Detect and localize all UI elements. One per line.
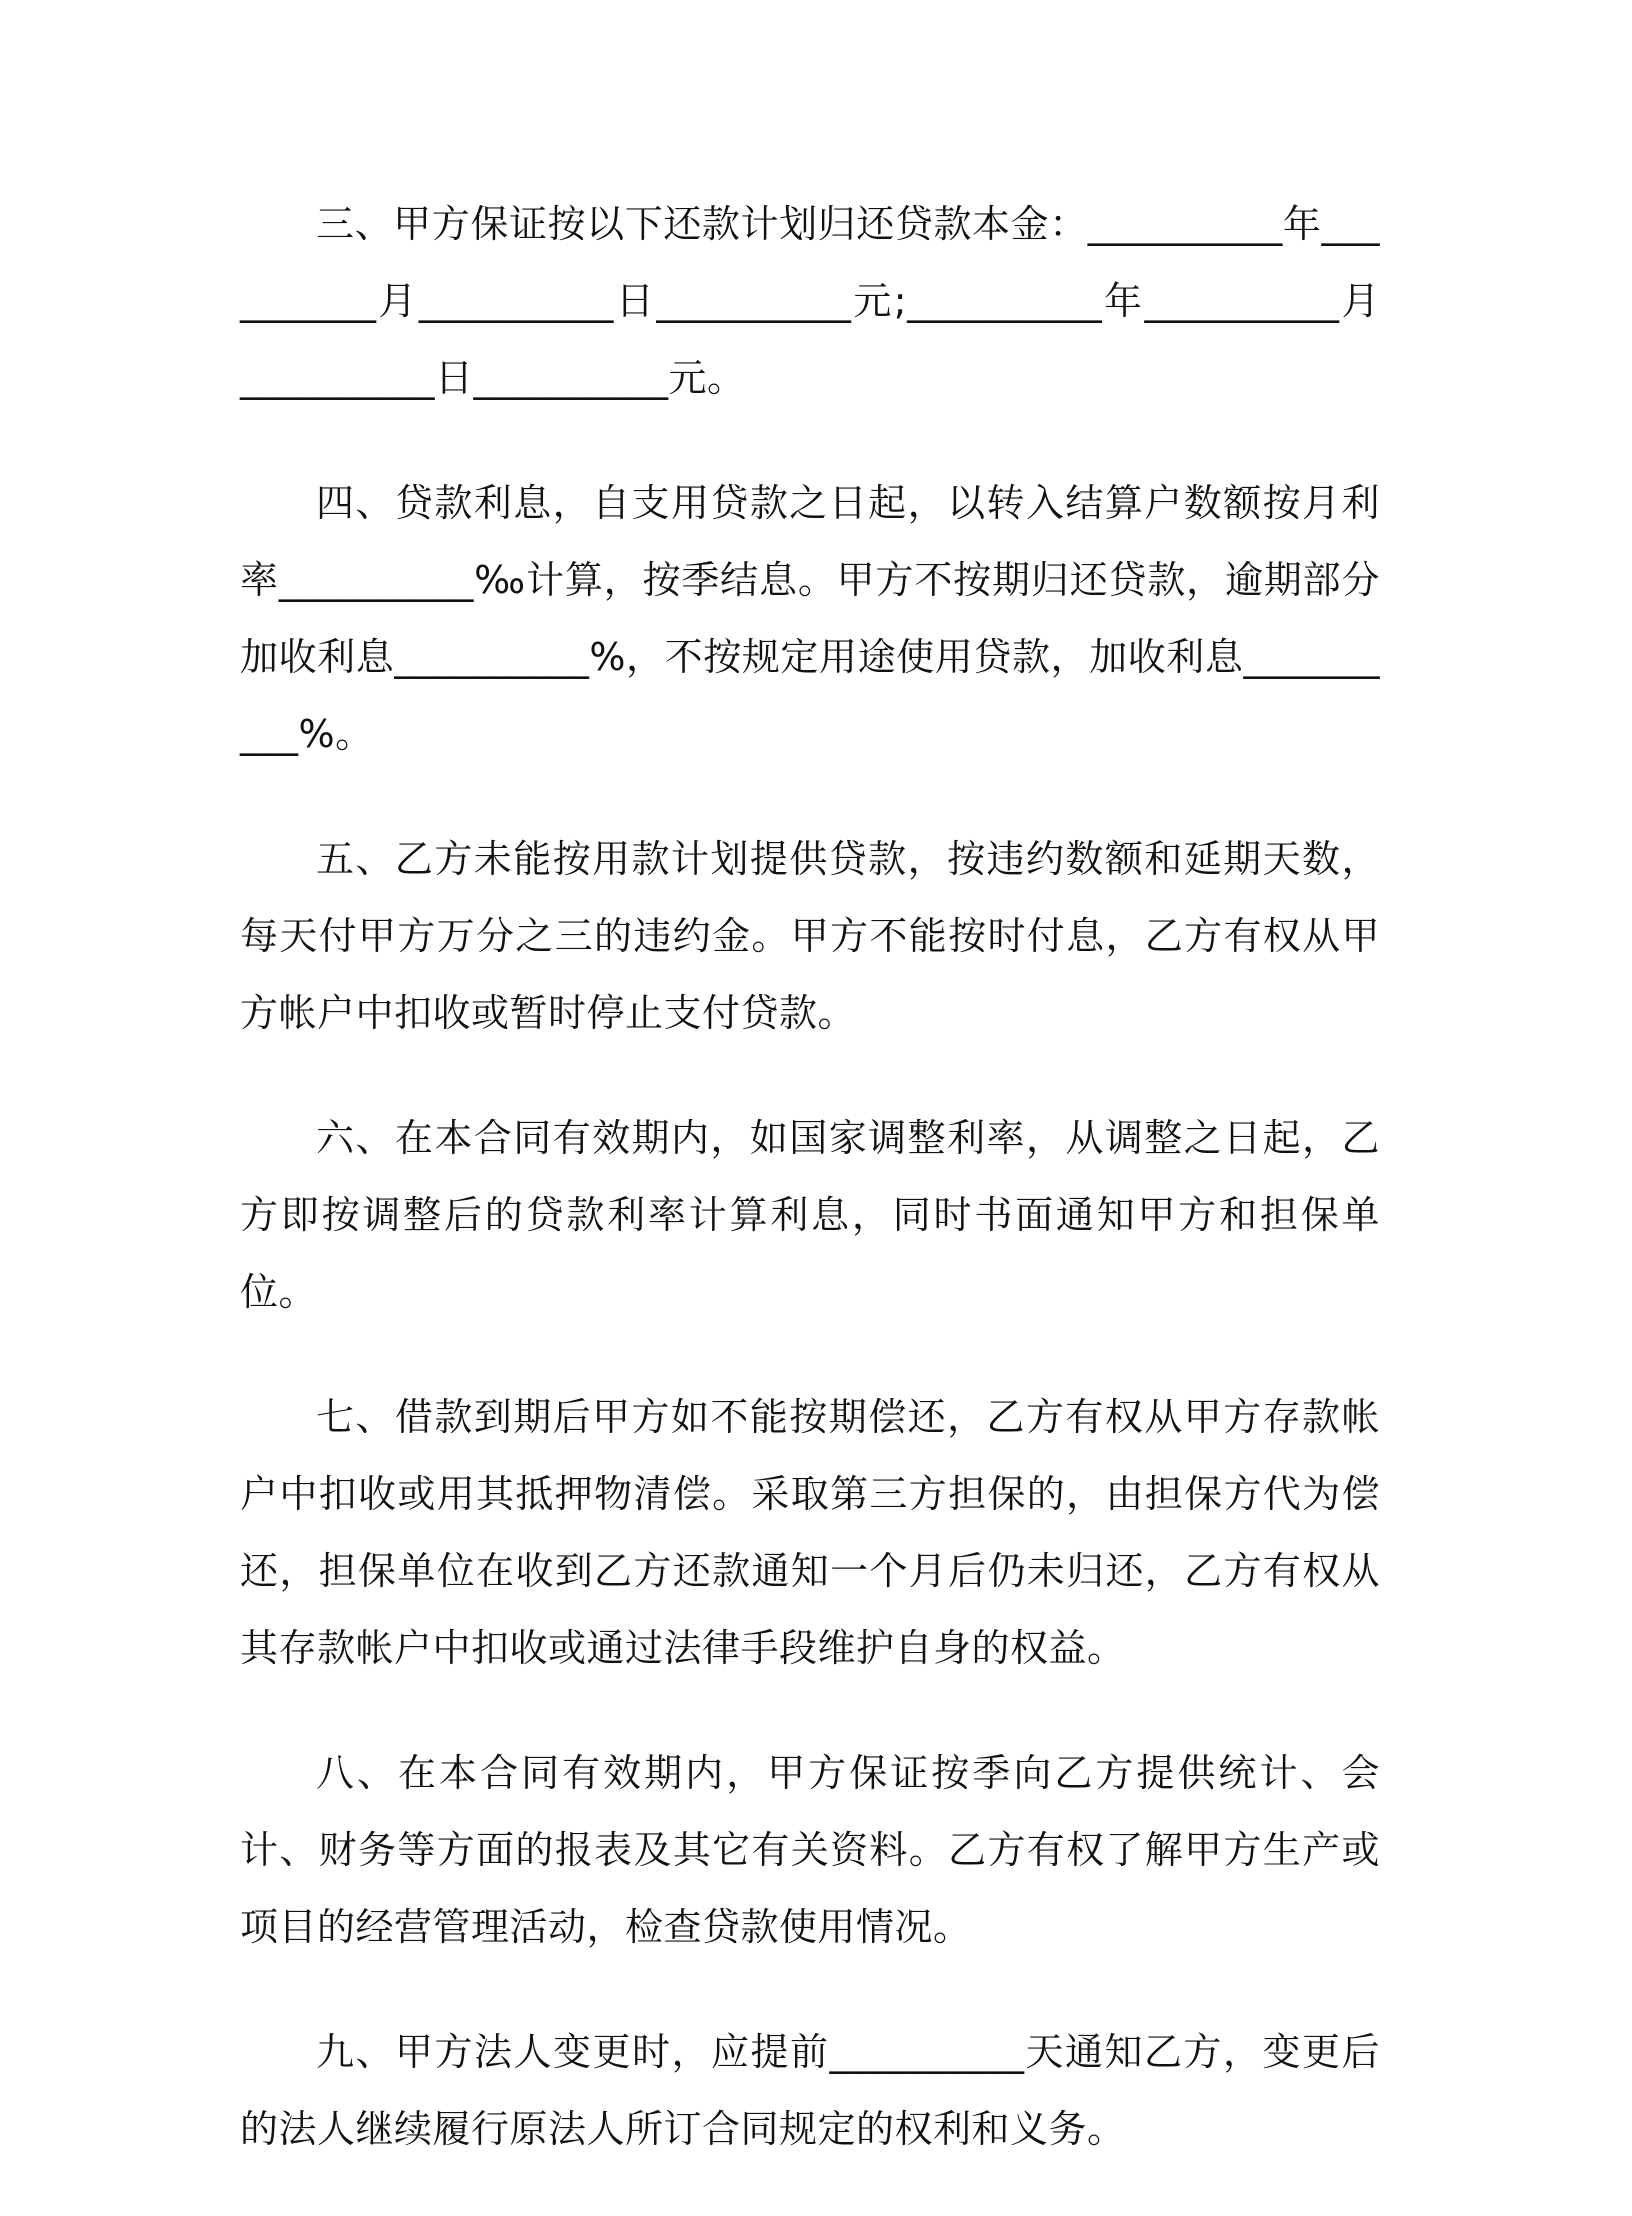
clause-5-text: 五、乙方未能按用款计划提供贷款，按违约数额和延期天数，每天付甲方万分之三的违约金。甲方不能按时付息，乙方有权从甲方帐户中扣收或暂时停止支付贷款。 (240, 837, 1380, 1035)
clause-8-text: 八、在本合同有效期内，甲方保证按季向乙方提供统计、会计、财务等方面的报表及其它有关资料。乙方有权了解甲方生产或项目的经营管理活动，检查贷款使用情况。 (240, 1751, 1380, 1949)
clause-6 (240, 1100, 1380, 1331)
clause-6-text: 六、在本合同有效期内，如国家调整利率，从调整之日起，乙方即按调整后的贷款利率计算利息，同时书面通知甲方和担保单位。 (240, 1116, 1380, 1314)
contract-body (240, 186, 1380, 2216)
clause-9 (240, 2014, 1380, 2168)
clause-7 (240, 1379, 1380, 1687)
clause-8 (240, 1735, 1380, 1966)
clause-3-text: 三、甲方保证按以下还款计划归还贷款本金：__________年__________月__________日__________元;__________年__________月__________日__________元。 (240, 202, 1380, 400)
clause-4 (240, 465, 1380, 773)
clause-3 (240, 186, 1380, 417)
clause-9-text: 九、甲方法人变更时，应提前__________天通知乙方，变更后的法人继续履行原法人所订合同规定的权利和义务。 (240, 2030, 1380, 2151)
clause-4-text: 四、贷款利息，自支用贷款之日起，以转入结算户数额按月利率__________‰计算，按季结息。甲方不按期归还贷款，逾期部分加收利息__________%，不按规定用途使用贷款，加收利息__________%。 (240, 481, 1380, 756)
clause-7-text: 七、借款到期后甲方如不能按期偿还，乙方有权从甲方存款帐户中扣收或用其抵押物清偿。采取第三方担保的，由担保方代为偿还，担保单位在收到乙方还款通知一个月后仍未归还，乙方有权从其存款帐户中扣收或通过法律手段维护自身的权益。 (240, 1395, 1380, 1670)
clause-5 (240, 821, 1380, 1052)
